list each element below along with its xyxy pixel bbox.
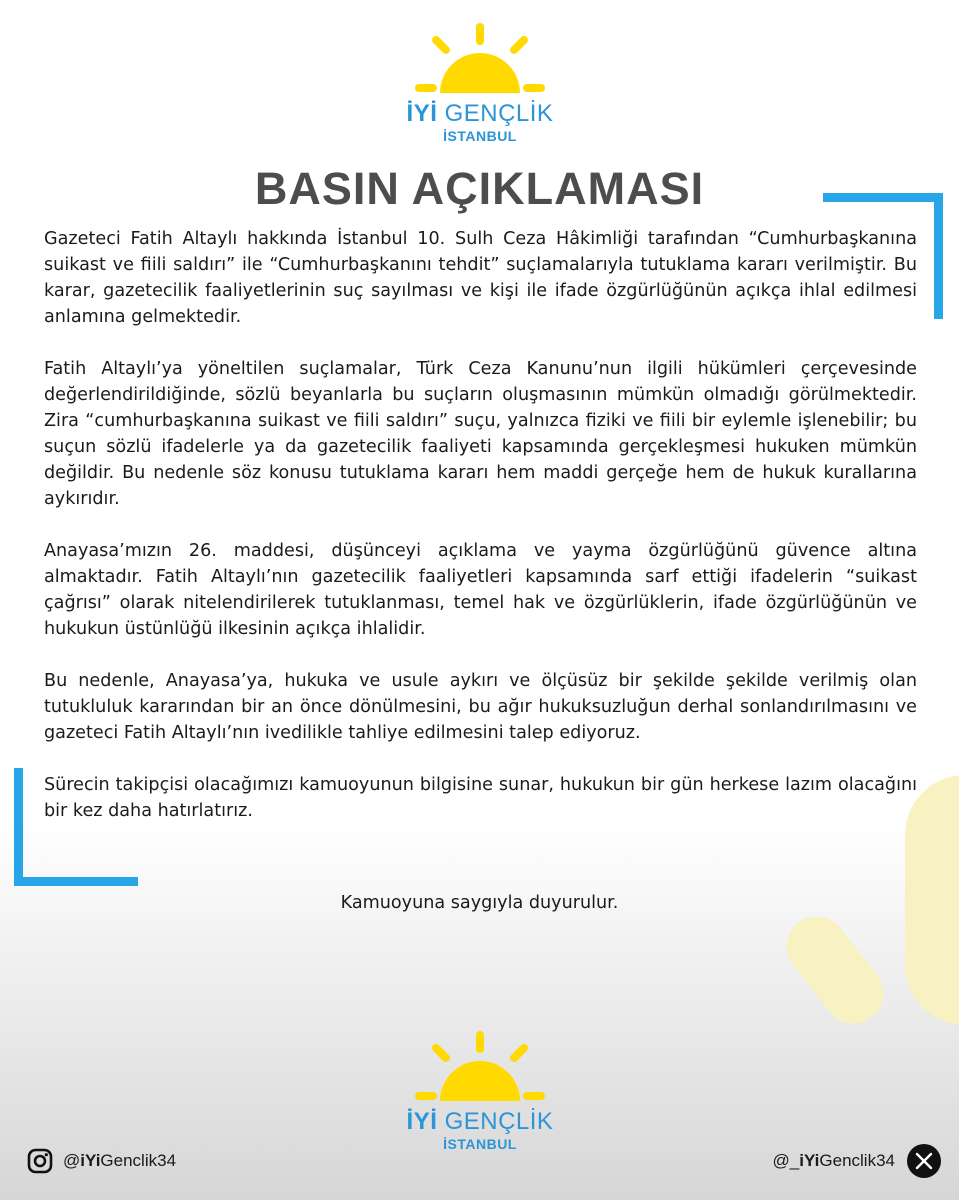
footer-logo xyxy=(405,1028,555,1158)
handle-brand: iYi xyxy=(80,1151,101,1170)
logo-city: İSTANBUL xyxy=(443,1136,517,1152)
sun-logo-icon xyxy=(405,1028,555,1108)
handle-suffix: Genclik34 xyxy=(100,1151,177,1170)
x-logo-icon xyxy=(907,1144,941,1178)
sun-logo-icon xyxy=(405,20,555,100)
decorative-sun-ray xyxy=(774,904,895,1036)
instagram-icon xyxy=(27,1148,53,1174)
header-logo xyxy=(405,20,555,150)
paragraph: Fatih Altaylı’ya yöneltilen suçlamalar, Türk Ceza Kanunu’nun ilgili hükümleri çerçevesinde değerlendirildiğinde, sözlü beyanlarla bu suçların oluşmasının mümkün olmadığı görülmektedir. Zira “cumhurbaşkanına suikast ve fiili saldırı” suçu, yalnızca fiziki ve fiili bir eylemle işlenebilir; bu suçun sözlü ifadelerle ya da gazetecilik faaliyeti kapsamında gerçekleşmesi hukuken mümkün değildir. Bu nedenle söz konusu tutuklama kararı hem maddi gerçeğe hem de hukuk kurallarına aykırıdır. xyxy=(44,359,917,509)
paragraph: Gazeteci Fatih Altaylı hakkında İstanbul 10. Sulh Ceza Hâkimliği tarafından “Cumhurbaşkanına suikast ve fiili saldırı” ile “Cumhurbaşkanını tehdit” suçlamalarıyla tutuklama kararı verilmiştir. Bu karar, gazetecilik faaliyetlerinin suç sayılması ve kişi ile ifade özgürlüğünün açıkça ihlal edilmesi anlamına gelmektedir. xyxy=(44,229,917,327)
x-handle xyxy=(773,1151,895,1171)
handle-prefix: @_ xyxy=(772,1151,800,1170)
instagram-handle xyxy=(63,1151,176,1171)
closing-line: Kamuoyuna saygıyla duyurulur. xyxy=(340,893,619,913)
instagram-handle-link[interactable] xyxy=(27,1146,176,1176)
statement-body xyxy=(44,226,917,850)
handle-suffix: Genclik34 xyxy=(819,1151,895,1170)
logo-wordmark xyxy=(405,1108,555,1136)
logo-wordmark xyxy=(405,100,555,128)
page-title: BASIN AÇIKLAMASI xyxy=(254,163,705,214)
logo-city: İSTANBUL xyxy=(443,128,517,144)
logo-brand-bold: İYİ xyxy=(406,100,438,127)
logo-brand-bold: İYİ xyxy=(406,1108,438,1135)
paragraph: Anayasa’mızın 26. maddesi, düşünceyi açıklama ve yayma özgürlüğünü güvence altına almaktadır. Fatih Altaylı’nın gazetecilik faaliyetleri kapsamında sarf ettiği ifadelerin “suikast çağrısı” olarak nitelendirilerek tutuklanması, temel hak ve özgürlüklerin, ifade özgürlüğünün ve hukukun üstünlüğü ilkesinin açıkça ihlalidir. xyxy=(44,541,917,639)
paragraph: Sürecin takipçisi olacağımızı kamuoyunun bilgisine sunar, hukukun bir gün herkese lazım olacağını bir kez daha hatırlatırız. xyxy=(44,775,917,821)
handle-prefix: @ xyxy=(63,1151,81,1170)
paragraph: Bu nedenle, Anayasa’ya, hukuka ve usule aykırı ve ölçüsüz bir şekilde şekilde verilmiş olan tutukluluk kararından bir an önce dönülmesini, bu ağır hukuksuzluğun derhal sonlandırılmasını ve gazeteci Fatih Altaylı’nın ivedilikle tahliye edilmesini talep ediyoruz. xyxy=(44,671,917,743)
logo-brand-light: GENÇLİK xyxy=(444,1108,554,1135)
logo-brand-light: GENÇLİK xyxy=(444,100,554,127)
handle-brand: iYi xyxy=(799,1151,820,1170)
x-handle-link[interactable] xyxy=(773,1146,941,1176)
